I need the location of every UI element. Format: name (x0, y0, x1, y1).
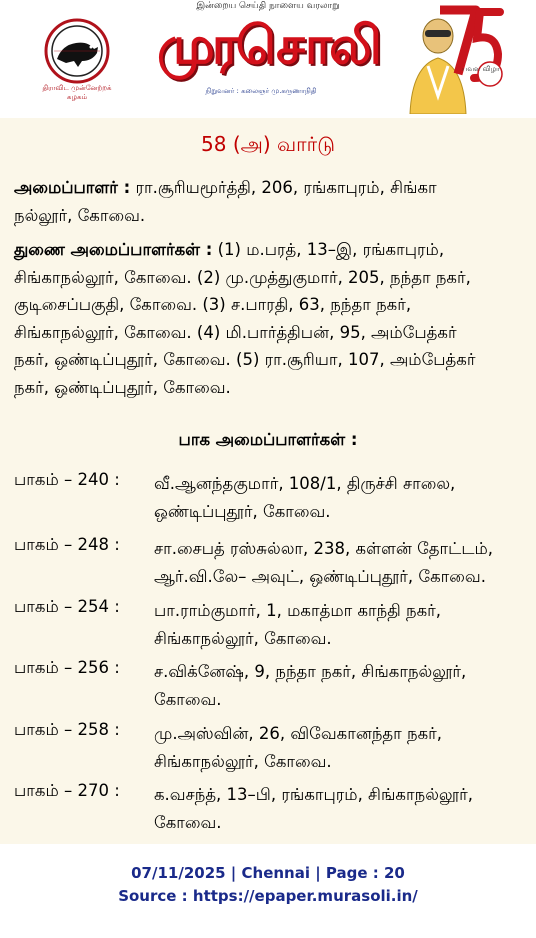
footer-date-line: 07/11/2025 | Chennai | Page : 20 (131, 864, 405, 882)
thunai-paragraph (14, 236, 526, 401)
bagam-line: க.வசந்த், 13–பி, ரங்காபுரம், சிங்காநல்லூர், (154, 785, 473, 804)
party-emblem-icon (42, 17, 112, 85)
bagam-line: கோவை. (154, 689, 222, 709)
bagam-label: பாகம் – 258 : (14, 720, 120, 739)
bagam-heading: பாக அமைப்பாளர்கள் : (178, 430, 358, 449)
masthead-tagline: இன்றைய செய்தி நாளைய வரலாறு (196, 1, 340, 11)
bagam-line: ஆர்.வி.லே– அவுட், ஒண்டிப்புதூர், கோவை. (154, 566, 486, 586)
thunai-line: நகர், ஒண்டிப்புதூர், கோவை. (5) ரா.சூரியா, 107, அம்பேத்கர் (14, 350, 476, 369)
article-heading: 58 (அ) வார்டு (201, 132, 335, 156)
amaippalar-label: அமைப்பாளர் : (14, 178, 131, 197)
masthead (0, 0, 536, 118)
emblem-caption: திராவிட முன்னேற்றக் கழகம் (42, 84, 112, 101)
amaippalar-paragraph (14, 174, 526, 229)
bagam-line: சிங்காநல்லூர், கோவை. (154, 751, 332, 771)
thunai-label: துணை அமைப்பாளர்கள் : (14, 240, 213, 259)
bagam-label: பாகம் – 254 : (14, 597, 120, 616)
thunai-line: சிங்காநல்லூர், கோவை. (4) மி.பார்த்திபன், 95, அம்பேத்கர் (14, 322, 457, 342)
bagam-line: ஒண்டிப்புதூர், கோவை. (154, 501, 331, 521)
thunai-line: நகர், ஒண்டிப்புதூர், கோவை. (14, 377, 231, 397)
newspaper-logo: முரசொலி (157, 16, 379, 76)
bagam-line: பா.ராம்குமார், 1, மகாத்மா காந்தி நகர், (154, 601, 442, 620)
bagam-label: பாகம் – 270 : (14, 781, 120, 800)
bagam-line: கோவை. (154, 812, 222, 832)
bagam-line: மு.அஸ்வின், 26, விவேகானந்தா நகர், (154, 724, 443, 743)
bagam-label: பாகம் – 248 : (14, 535, 120, 554)
bagam-label: பாகம் – 256 : (14, 658, 120, 677)
75-anniversary-icon (436, 4, 506, 104)
anniversary-caption: பவள விழா (462, 65, 500, 73)
amaippalar-continuation: நல்லூர், கோவை. (14, 205, 146, 225)
thunai-line: (1) ம.பரத், 13–இ, ரங்காபுரம், (212, 240, 445, 259)
footer-source-link[interactable]: Source : https://epaper.murasoli.in/ (118, 887, 418, 905)
bagam-line: சா.சைபத் ரஸ்சுல்லா, 238, கள்ளன் தோட்டம், (154, 539, 493, 558)
amaippalar-text: ரா.சூரியமூர்த்தி, 206, ரங்காபுரம், சிங்கா (135, 178, 437, 197)
bagam-line: சிங்காநல்லூர், கோவை. (154, 628, 332, 648)
bagam-label: பாகம் – 240 : (14, 470, 120, 489)
bagam-line: வீ.ஆனந்தகுமார், 108/1, திருச்சி சாலை, (154, 474, 456, 493)
logo-subtitle: நிறுவனர் : கலைஞர் மு.கருணாநிதி (205, 87, 317, 95)
bagam-line: ச.விக்னேஷ், 9, நந்தா நகர், சிங்காநல்லூர், (154, 662, 467, 681)
thunai-line: குடிசைப்பகுதி, கோவை. (3) ச.பாரதி, 63, நந்தா நகர், (14, 295, 412, 314)
thunai-line: சிங்காநல்லூர், கோவை. (2) மு.முத்துகுமார், 205, நந்தா நகர், (14, 267, 471, 287)
